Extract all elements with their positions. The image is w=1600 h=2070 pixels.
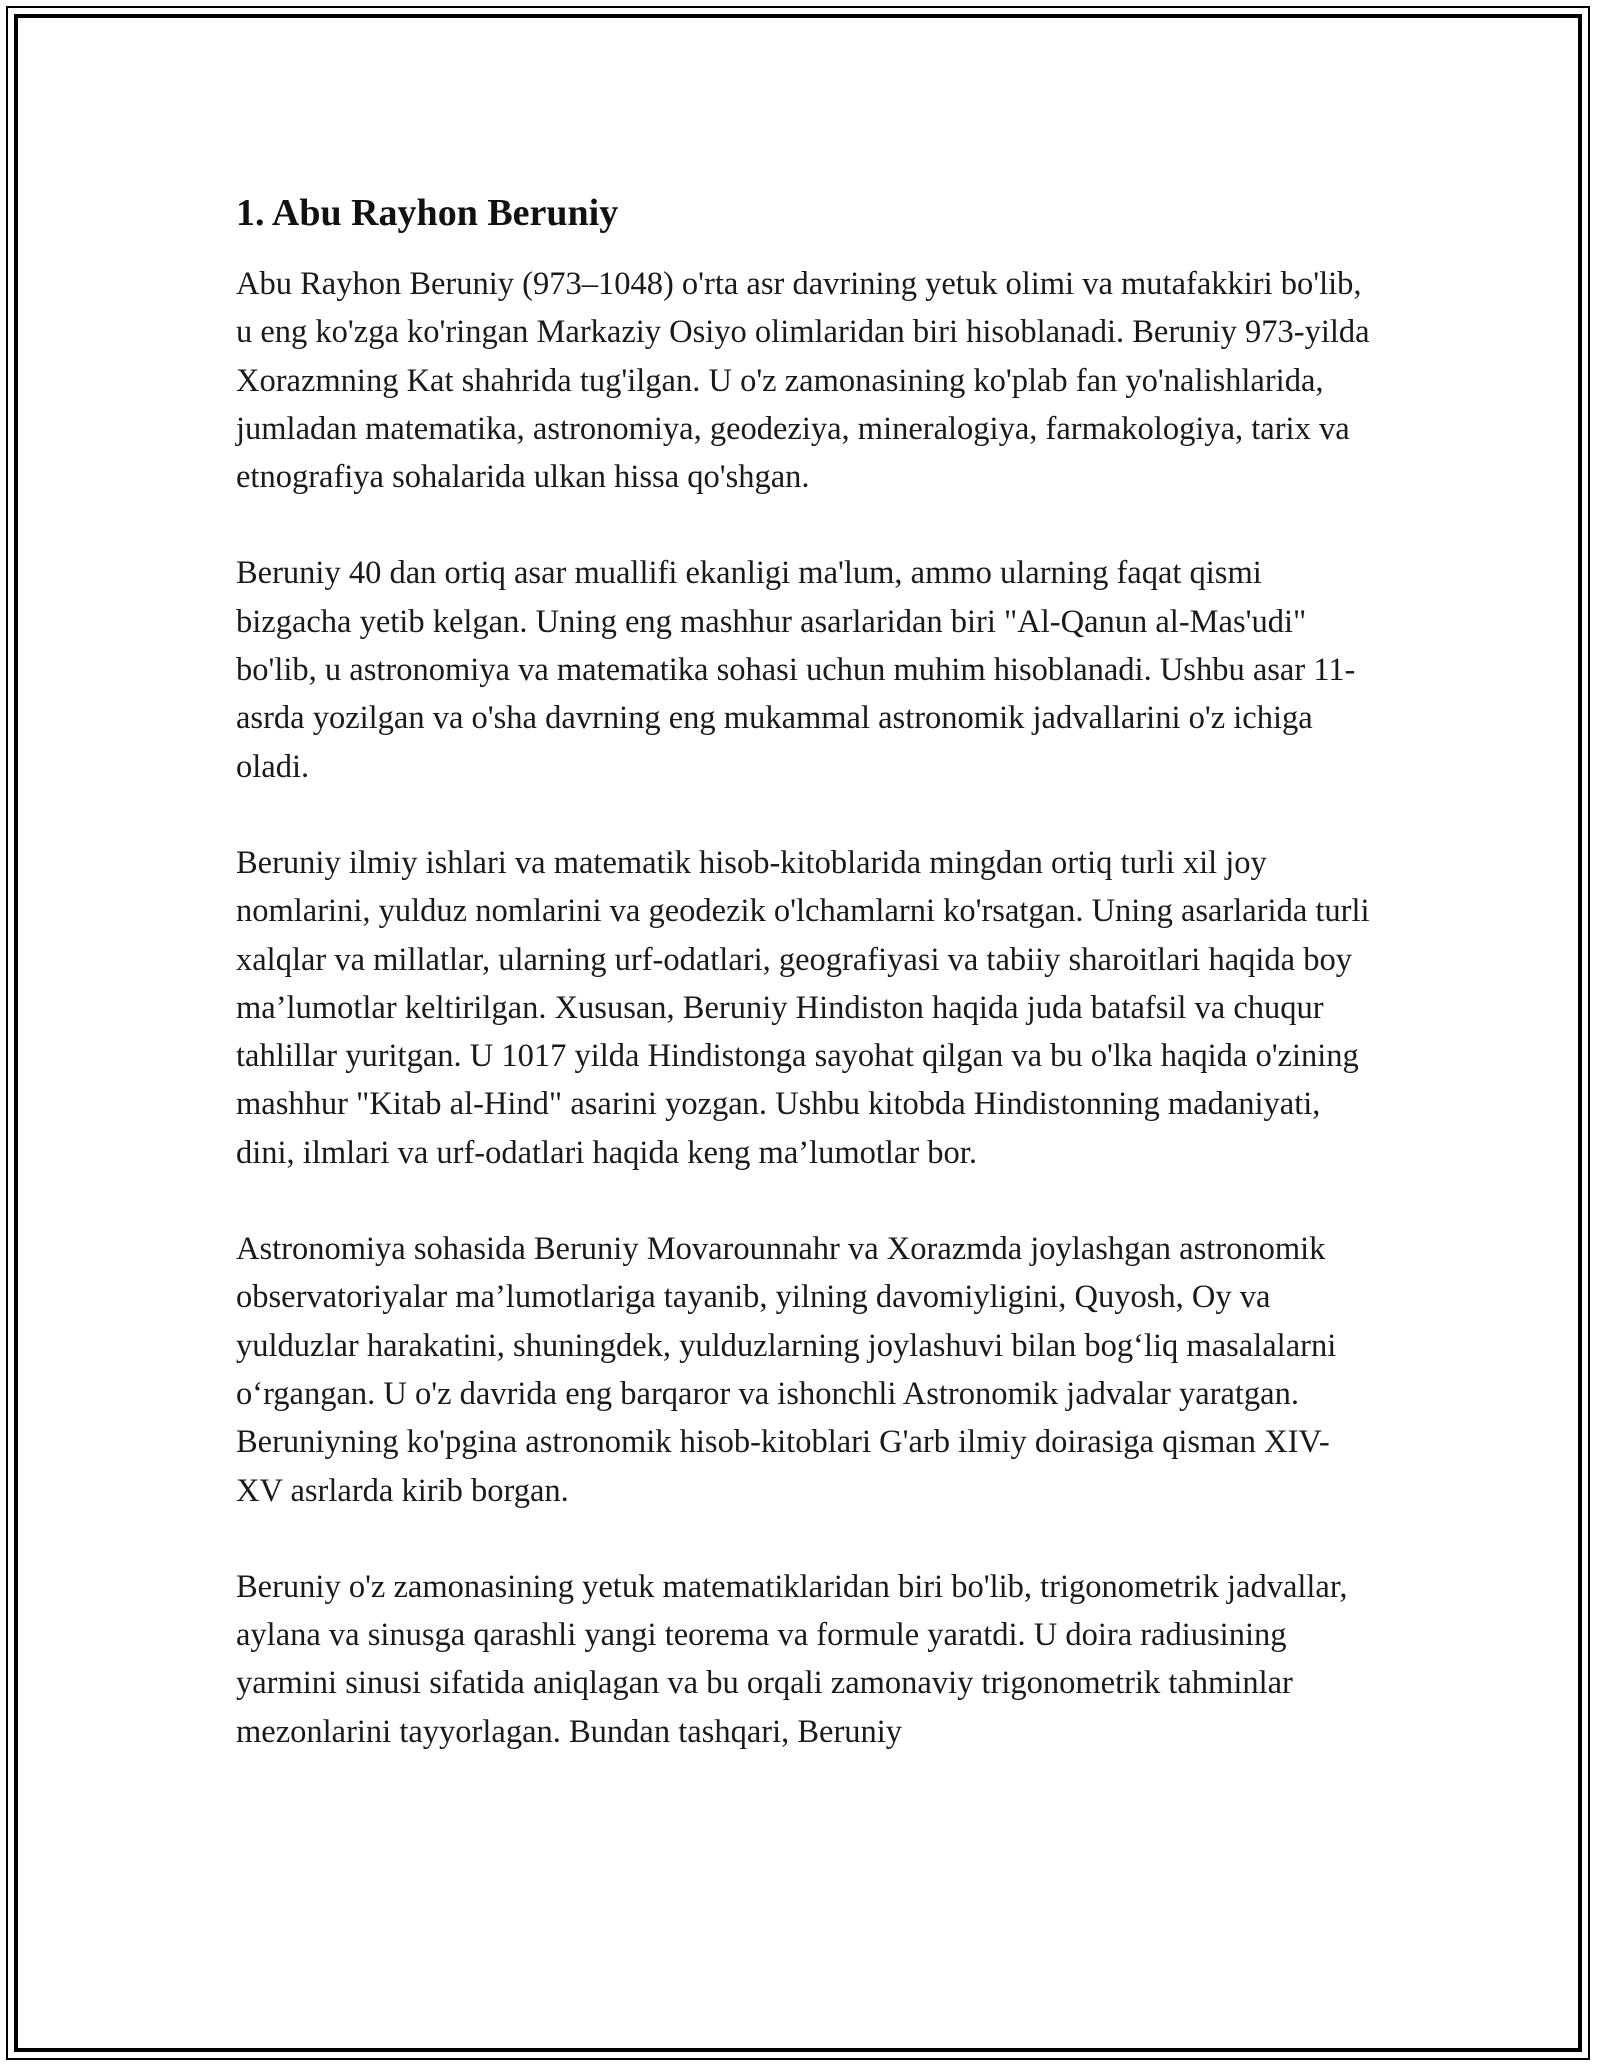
paragraph-works: Beruniy 40 dan ortiq asar muallifi ekanligi ma'lum, ammo ularning faqat qismi bizgacha yetib kelgan. Uning eng mashhur asarlaridan biri "Al-Qanun al-Mas'udi" bo'lib, u astronomiya va matematika sohasi uchun muhim hisoblanadi. Ushbu asar 11-asrda yozilgan va o'sha davrning eng mukammal astronomik jadvallarini o'z ichiga oladi. [236, 555, 1356, 785]
paragraph-astronomy: Astronomiya sohasida Beruniy Movarounnahr va Xorazmda joylashgan astronomik observatoriyalar ma’lumotlariga tayanib, yilning davomiyligini, Quyosh, Oy va yulduzlar harakatini, shuningdek, yulduzlarning joylashuvi bilan bog‘liq masalalarni o‘rgangan. U o'z davrida eng barqaror va ishonchli Astronomik jadvalar yaratgan. Beruniyning ko'pgina astronomik hisob-kitoblari G'arb ilmiy doirasiga qisman XIV-XV asrlarda kirib borgan. [236, 1231, 1337, 1509]
paragraph-geography: Beruniy ilmiy ishlari va matematik hisob-kitoblarida mingdan ortiq turli xil joy nomlarini, yulduz nomlarini va geodezik o'lchamlarni ko'rsatgan. Uning asarlarida turli xalqlar va millatlar, ularning urf-odatlari, geografiyasi va tabiiy sharoitlari haqida boy ma’lumotlar keltirilgan. Xususan, Beruniy Hindiston haqida juda batafsil va chuqur tahlillar yuritgan. U 1017 yilda Hindistonga sayohat qilgan va bu o'lka haqida o'zining mashhur "Kitab al-Hind" asarini yozgan. Ushbu kitobda Hindistonning madaniyati, dini, ilmlari va urf-odatlari haqida keng ma’lumotlar bor. [236, 844, 1370, 1171]
paragraph-intro: Abu Rayhon Beruniy (973–1048) o'rta asr davrining yetuk olimi va mutafakkiri bo'lib, u eng ko'zga ko'ringan Markaziy Osiyo olimlaridan biri hisoblanadi. Beruniy 973-yilda Xorazmning Kat shahrida tug'ilgan. U o'z zamonasining ko'plab fan yo'nalishlarida, jumladan matematika, astronomiya, geodeziya, mineralogiya, farmakologiya, tarix va etnografiya sohalarida ulkan hissa qo'shgan. [236, 266, 1370, 496]
document-body [236, 188, 1376, 1804]
paragraph-mathematics: Beruniy o'z zamonasining yetuk matematiklaridan biri bo'lib, trigonometrik jadvallar, aylana va sinusga qarashli yangi teorema va formule yaratdi. U doira radiusining yarmini sinusi sifatida aniqlagan va bu orqali zamonaviy trigonometrik tahminlar mezonlarini tayyorlagan. Bundan tashqari, Beruniy [236, 1568, 1348, 1750]
section-heading: 1. Abu Rayhon Beruniy [236, 192, 619, 234]
